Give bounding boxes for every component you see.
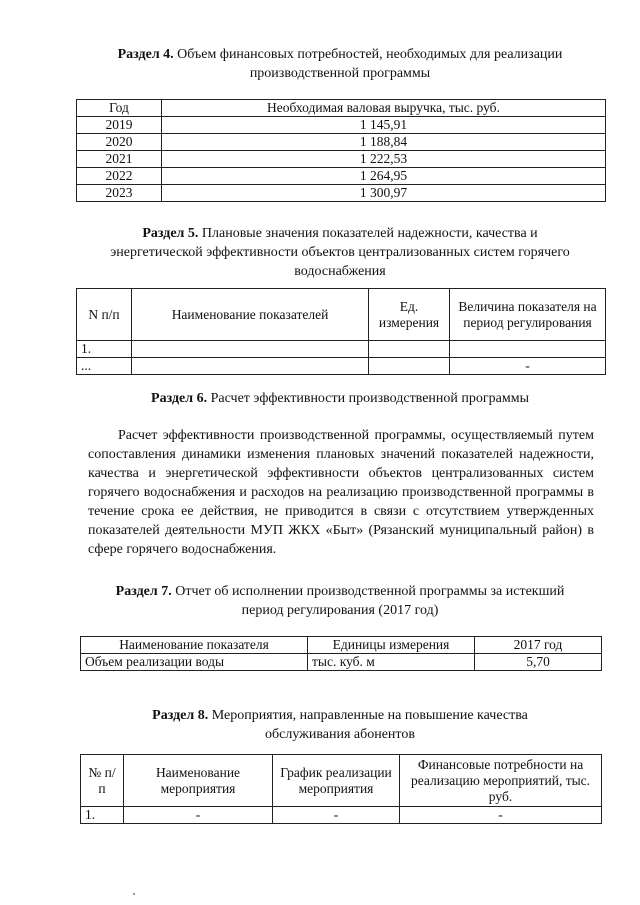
header-unit: Ед. измерения <box>369 289 450 341</box>
section-6-prefix: Раздел 6. <box>151 391 208 406</box>
cell-unit <box>369 341 450 358</box>
header-unit: Единицы измерения <box>308 637 475 654</box>
cell-year: 2023 <box>77 185 162 202</box>
table-row <box>77 341 606 358</box>
header-year: Год <box>77 100 162 117</box>
section-6-title: Расчет эффективности производственной программы <box>210 391 529 406</box>
cell-value: 5,70 <box>475 654 602 671</box>
table-row <box>77 185 606 202</box>
cell-measure-name: - <box>124 807 273 824</box>
table-row <box>81 654 602 671</box>
header-value: Величина показателя на период регулирования <box>450 289 606 341</box>
section-5-title-line2: энергетической эффективности объектов централизованных систем горячего <box>110 245 570 260</box>
cell-year: 2020 <box>77 134 162 151</box>
table-row <box>77 358 606 375</box>
section-4-heading <box>70 45 610 83</box>
table-header-row <box>81 637 602 654</box>
cell-year: 2021 <box>77 151 162 168</box>
section-6-heading <box>70 389 610 408</box>
cell-revenue: 1 222,53 <box>162 151 606 168</box>
cell-indicator: Объем реализации воды <box>81 654 308 671</box>
indicators-table <box>76 288 606 375</box>
section-5-title-line1: Плановые значения показателей надежности, качества и <box>201 226 538 241</box>
cell-financial-needs: - <box>400 807 602 824</box>
table-row <box>81 807 602 824</box>
section-8-prefix: Раздел 8. <box>152 708 209 723</box>
cell-unit: тыс. куб. м <box>308 654 475 671</box>
efficiency-paragraph <box>88 426 594 559</box>
section-5-prefix: Раздел 5. <box>142 226 199 241</box>
table-header-row <box>77 100 606 117</box>
revenue-table <box>76 99 606 202</box>
header-number: № п/п <box>81 755 124 807</box>
cell-year: 2019 <box>77 117 162 134</box>
cell-value <box>450 341 606 358</box>
paragraph-text: Расчет эффективности производственной программы, осуществляемый путем сопоставления динамики изменения плановых значений показателей надежности, качества и энергетической эффективности объектов централизованных систем горячего водоснабжения и расходов на реализацию производственной программы в течение срока ее действия, не приводится в связи с отсутствием утвержденных показателей деятельности МУП ЖКХ «Быт» (Рязанский муниципальный район) в сфере горячего водоснабжения. <box>88 428 594 557</box>
section-8-title-line1: Мероприятия, направленные на повышение качества <box>211 708 528 723</box>
section-7-title-line1: Отчет об исполнении производственной программы за истекший <box>175 584 565 599</box>
header-measure-name: Наименование мероприятия <box>124 755 273 807</box>
table-row <box>77 151 606 168</box>
section-7-heading <box>70 582 610 620</box>
section-7-prefix: Раздел 7. <box>115 584 172 599</box>
cell-schedule: - <box>273 807 400 824</box>
table-header-row <box>77 289 606 341</box>
header-year: 2017 год <box>475 637 602 654</box>
header-schedule: График реализации мероприятия <box>273 755 400 807</box>
cell-number: 1. <box>77 341 132 358</box>
section-4-prefix: Раздел 4. <box>117 47 174 62</box>
cell-revenue: 1 188,84 <box>162 134 606 151</box>
table-header-row <box>81 755 602 807</box>
table-row <box>77 134 606 151</box>
cell-number: ... <box>77 358 132 375</box>
section-4-title-line1: Объем финансовых потребностей, необходимых для реализации <box>177 47 563 62</box>
cell-unit <box>369 358 450 375</box>
cell-revenue: 1 300,97 <box>162 185 606 202</box>
section-5-heading <box>70 224 610 281</box>
cell-revenue: 1 145,91 <box>162 117 606 134</box>
cell-indicator-name <box>132 341 369 358</box>
scan-speck <box>133 893 135 895</box>
header-revenue: Необходимая валовая выручка, тыс. руб. <box>162 100 606 117</box>
section-8-title-line2: обслуживания абонентов <box>265 727 415 742</box>
measures-table <box>80 754 602 824</box>
section-8-heading <box>70 706 610 744</box>
section-4-title-line2: производственной программы <box>249 66 431 81</box>
report-table <box>80 636 602 671</box>
cell-number: 1. <box>81 807 124 824</box>
header-indicator: Наименование показателя <box>81 637 308 654</box>
table-row <box>77 168 606 185</box>
cell-value: - <box>450 358 606 375</box>
cell-indicator-name <box>132 358 369 375</box>
cell-revenue: 1 264,95 <box>162 168 606 185</box>
table-row <box>77 117 606 134</box>
header-financial-needs: Финансовые потребности на реализацию мероприятий, тыс. руб. <box>400 755 602 807</box>
header-number: N п/п <box>77 289 132 341</box>
section-7-title-line2: период регулирования (2017 год) <box>241 603 439 618</box>
section-5-title-line3: водоснабжения <box>294 264 386 279</box>
header-indicator-name: Наименование показателей <box>132 289 369 341</box>
cell-year: 2022 <box>77 168 162 185</box>
